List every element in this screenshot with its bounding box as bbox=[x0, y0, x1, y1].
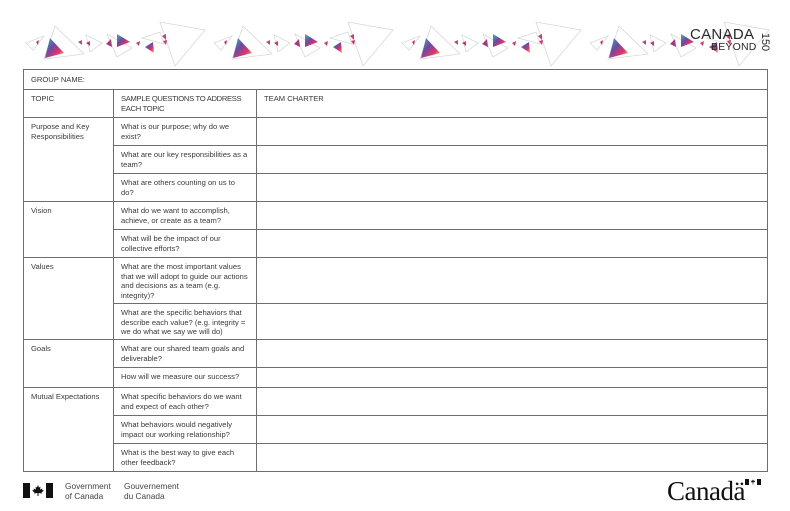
question-cell: What do we want to accomplish, achieve, or create as a team? bbox=[114, 202, 257, 230]
question-cell: What are the most important values that we will adopt to guide our actions and decisions as a team (e.g. integrity)? bbox=[114, 258, 257, 304]
maple-leaf-icon bbox=[32, 485, 44, 496]
charter-answer-cell[interactable] bbox=[257, 230, 768, 258]
table-row bbox=[24, 444, 768, 472]
table-row bbox=[24, 118, 768, 146]
topic-goals: Goals bbox=[24, 340, 114, 388]
government-of-canada-text: Government of Canada bbox=[65, 481, 111, 501]
charter-answer-cell[interactable] bbox=[257, 340, 768, 368]
header-topic: TOPIC bbox=[24, 90, 114, 118]
logo-150-text: 150 bbox=[759, 32, 772, 52]
table-row bbox=[24, 368, 768, 388]
charter-answer-cell[interactable] bbox=[257, 388, 768, 416]
table-row bbox=[24, 388, 768, 416]
canada-150-logo bbox=[686, 26, 786, 62]
question-cell: What are our key responsibilities as a team? bbox=[114, 146, 257, 174]
table-row bbox=[24, 258, 768, 304]
wordmark-flag-icon bbox=[745, 479, 761, 485]
canada-flag-icon bbox=[23, 483, 53, 498]
logo-beyond-text: BEYOND bbox=[711, 41, 757, 53]
table-row bbox=[24, 202, 768, 230]
question-cell: What are the specific behaviors that describe each value? (e.g. integrity = we do what we say we will do) bbox=[114, 304, 257, 340]
group-name-field[interactable] bbox=[24, 70, 768, 90]
question-cell: What specific behaviors do we want and expect of each other? bbox=[114, 388, 257, 416]
gouvernement-du-canada-text: Gouvernement du Canada bbox=[124, 481, 179, 501]
table-header-row bbox=[24, 90, 768, 118]
question-cell: What is the best way to give each other feedback? bbox=[114, 444, 257, 472]
header-questions: SAMPLE QUESTIONS TO ADDRESS EACH TOPIC bbox=[114, 90, 257, 118]
question-cell: What are our shared team goals and deliverable? bbox=[114, 340, 257, 368]
charter-answer-cell[interactable] bbox=[257, 258, 768, 304]
topic-values: Values bbox=[24, 258, 114, 340]
table-row bbox=[24, 230, 768, 258]
triangle-pattern-decoration bbox=[0, 0, 790, 68]
logo-canada-text: CANADA bbox=[690, 26, 755, 43]
header-team-charter: TEAM CHARTER bbox=[257, 90, 768, 118]
charter-answer-cell[interactable] bbox=[257, 416, 768, 444]
question-cell: What are others counting on us to do? bbox=[114, 174, 257, 202]
question-cell: What will be the impact of our collective efforts? bbox=[114, 230, 257, 258]
topic-purpose: Purpose and Key Responsibilities bbox=[24, 118, 114, 202]
group-name-row bbox=[24, 70, 768, 90]
topic-vision: Vision bbox=[24, 202, 114, 258]
charter-answer-cell[interactable] bbox=[257, 444, 768, 472]
question-cell: How will we measure our success? bbox=[114, 368, 257, 388]
charter-answer-cell[interactable] bbox=[257, 174, 768, 202]
topic-mutual-expectations: Mutual Expectations bbox=[24, 388, 114, 472]
table-row bbox=[24, 174, 768, 202]
canada-wordmark: Canadä bbox=[667, 476, 745, 506]
table-row bbox=[24, 340, 768, 368]
table-row bbox=[24, 416, 768, 444]
charter-answer-cell[interactable] bbox=[257, 368, 768, 388]
charter-answer-cell[interactable] bbox=[257, 146, 768, 174]
header-banner bbox=[0, 0, 790, 68]
charter-answer-cell[interactable] bbox=[257, 202, 768, 230]
table-row bbox=[24, 304, 768, 340]
question-cell: What behaviors would negatively impact our working relationship? bbox=[114, 416, 257, 444]
group-name-label: GROUP NAME: bbox=[31, 75, 85, 84]
team-charter-table bbox=[23, 69, 768, 472]
charter-answer-cell[interactable] bbox=[257, 118, 768, 146]
question-cell: What is our purpose; why do we exist? bbox=[114, 118, 257, 146]
table-row bbox=[24, 146, 768, 174]
charter-answer-cell[interactable] bbox=[257, 304, 768, 340]
